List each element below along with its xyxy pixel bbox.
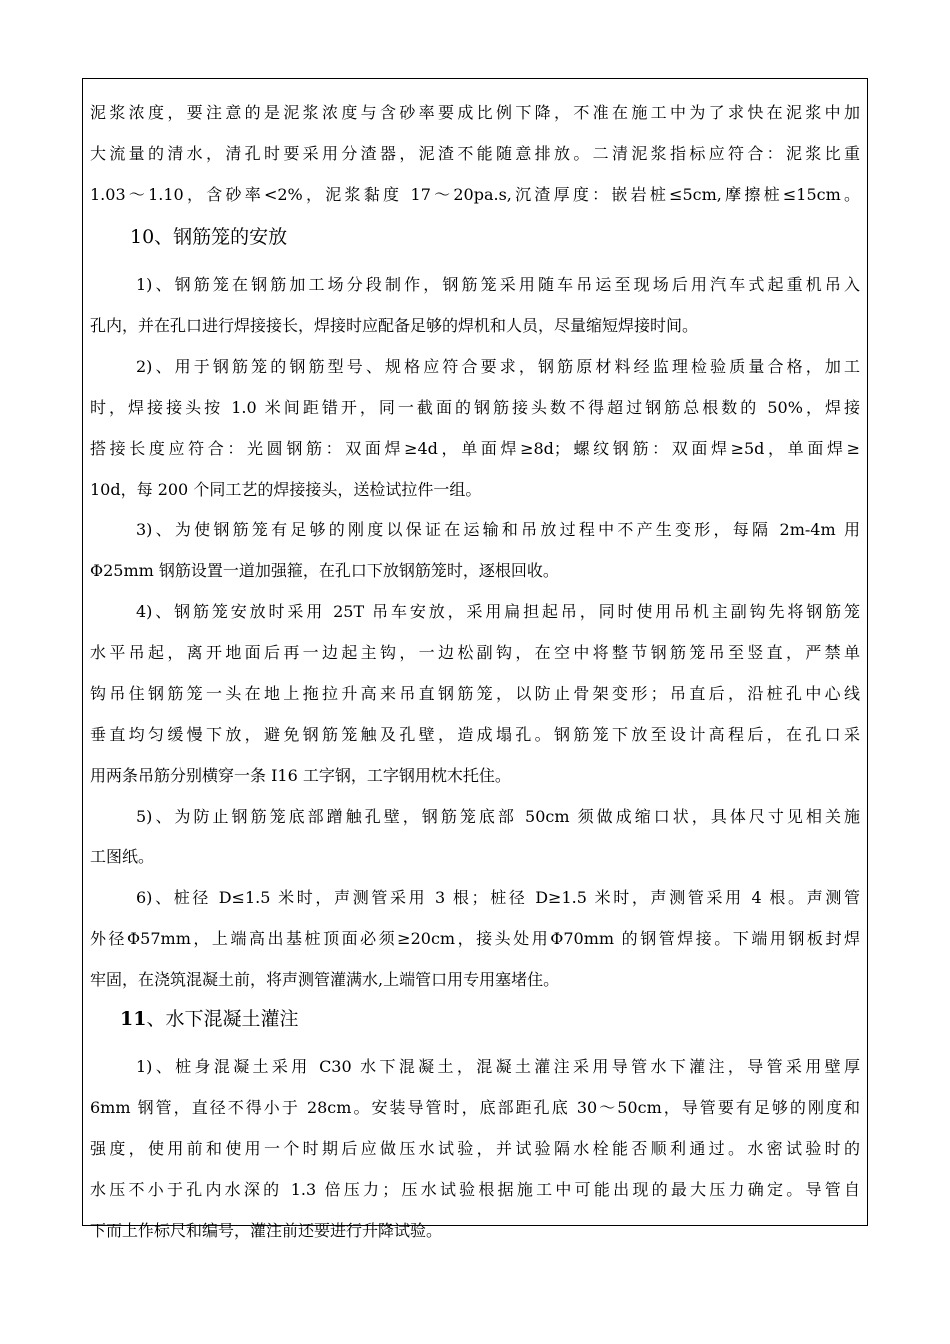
s10-p5-line-1: 5)、为防止钢筋笼底部蹭触孔壁，钢筋笼底部 50cm 须做成缩口状，具体尺寸见相关施 [136,807,860,826]
section-11-heading-number: 11 [120,1008,147,1030]
s10-p1-line-1: 1)、钢筋笼在钢筋加工场分段制作，钢筋笼采用随车吊运至现场后用汽车式起重机吊入 [136,275,860,294]
s10-p1-line-2: 孔内，并在孔口进行焊接接长，焊接时应配备足够的焊机和人员，尽量缩短焊接时间。 [90,316,699,335]
s10-p4-line-4: 垂直均匀缓慢下放，避免钢筋笼触及孔壁，造成塌孔。钢筋笼下放至设计高程后，在孔口采 [90,725,860,744]
s10-p6-line-3: 牢固，在浇筑混凝土前，将声测管灌满水,上端管口用专用塞堵住。 [90,970,560,989]
s10-p2-line-1: 2)、用于钢筋笼的钢筋型号、规格应符合要求，钢筋原材料经监理检验质量合格，加工 [136,357,860,376]
s10-p6-line-2: 外径Φ57mm，上端高出基桩顶面必须≥20cm，接头处用Φ70mm 的钢管焊接。下端用钢板封焊 [90,929,860,948]
s10-p5-line-2: 工图纸。 [90,847,155,866]
s11-p1-line-4: 水压不小于孔内水深的 1.3 倍压力；压水试验根据施工中可能出现的最大压力确定。导管自 [90,1180,860,1199]
s10-p3-line-1: 3)、为使钢筋笼有足够的刚度以保证在运输和吊放过程中不产生变形，每隔 2m-4m 用 [136,520,860,539]
s11-p1-line-3: 强度，使用前和使用一个时期后应做压水试验，并试验隔水栓能否顺利通过。水密试验时的 [90,1139,860,1158]
s11-p1-line-1: 1)、桩身混凝土采用 C30 水下混凝土，混凝土灌注采用导管水下灌注，导管采用壁厚 [136,1057,860,1076]
intro-line-1: 泥浆浓度，要注意的是泥浆浓度与含砂率要成比例下降，不准在施工中为了求快在泥浆中加 [90,103,860,122]
s11-p1-line-2: 6mm 钢管，直径不得小于 28cm。安装导管时，底部距孔底 30～50cm，导管要有足够的刚度和 [90,1098,860,1117]
s10-p3-line-2: Φ25mm 钢筋设置一道加强箍，在孔口下放钢筋笼时，逐根回收。 [90,561,559,580]
s10-p4-line-2: 水平吊起，离开地面后再一边起主钩，一边松副钩，在空中将整节钢筋笼吊至竖直，严禁单 [90,643,860,662]
s11-p1-line-5: 下而上作标尺和编号，灌注前还要进行升降试验。 [90,1221,443,1240]
s10-p2-line-4: 10d，每 200 个同工艺的焊接接头，送检试拉件一组。 [90,480,482,499]
section-11-heading [120,1007,298,1031]
s10-p4-line-1: 4)、钢筋笼安放时采用 25T 吊车安放，采用扁担起吊，同时使用吊机主副钩先将钢筋笼 [136,602,860,621]
s10-p4-line-3: 钩吊住钢筋笼一头在地上拖拉升高来吊直钢筋笼，以防止骨架变形；吊直后，沿桩孔中心线 [90,684,860,703]
intro-line-2: 大流量的清水，清孔时要采用分渣器，泥渣不能随意排放。二清泥浆指标应符合：泥浆比重 [90,144,860,163]
section-11-heading-text: 、水下混凝土灌注 [146,1008,299,1030]
s10-p2-line-2: 时，焊接接头按 1.0 米间距错开，同一截面的钢筋接头数不得超过钢筋总根数的 50%，焊接 [90,398,860,417]
section-10-heading: 10、钢筋笼的安放 [130,226,288,248]
s10-p6-line-1: 6)、桩径 D≤1.5 米时，声测管采用 3 根；桩径 D≥1.5 米时，声测管采用 4 根。声测管 [136,888,860,907]
s10-p4-line-5: 用两条吊筋分别横穿一条 I16 工字钢，工字钢用枕木托住。 [90,766,511,785]
intro-line-3: 1.03～1.10，含砂率<2%，泥浆黏度 17～20pa.s,沉渣厚度：嵌岩桩≤5cm,摩擦桩≤15cm。 [90,185,860,204]
s10-p2-line-3: 搭接长度应符合：光圆钢筋：双面焊≥4d，单面焊≥8d；螺纹钢筋：双面焊≥5d，单面焊≥ [90,439,860,458]
